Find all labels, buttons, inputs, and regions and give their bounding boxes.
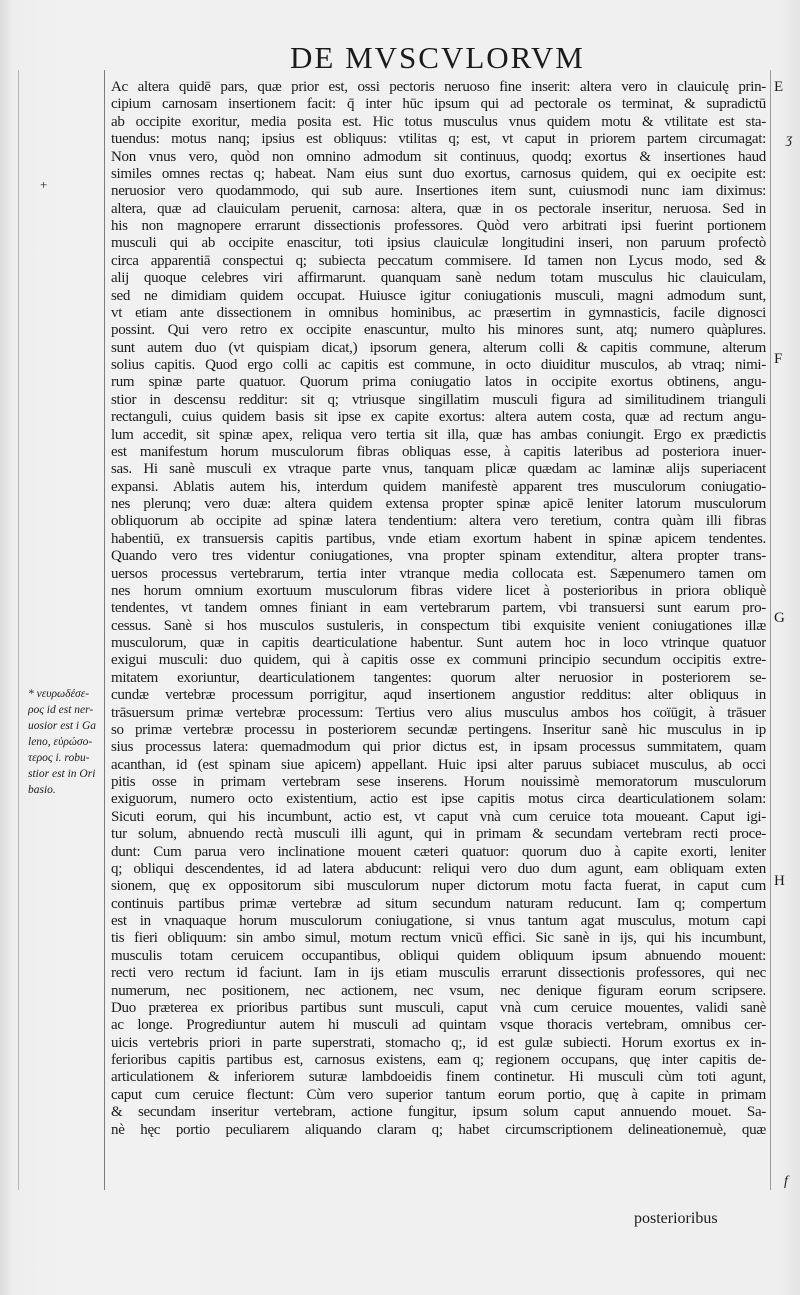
text-line: nes horum omnium exortuum musculorum fibras videre licet à posterioribus in priora obliquè <box>111 582 766 599</box>
text-line: numerum, nec positionem, nec actionem, nec vsum, nec denique figuram eorum scripsere. <box>111 982 766 999</box>
side-letter-g: G <box>774 610 785 626</box>
text-line: sionem, quę ex oppositorum sibi musculorum nuper dictorum motu facta fuerat, in caput cum <box>111 878 766 895</box>
main-text-block <box>111 79 766 1156</box>
text-line: sas. Hi sanè musculi ex vtraque parte vnus, tanquam plicæ quædam ac laminæ alijs superiacent <box>111 461 766 478</box>
text-line <box>111 1139 766 1156</box>
margin-note-line: basio. <box>28 784 56 796</box>
text-line: dunt: Cum parua vero inclinatione mouent cæteri quatuor: quorum duo à capite exorti, leniter <box>111 843 766 860</box>
text-line: alij quoque celebres viri affirmarunt. quanquam sanè nedum totam musculus hic clauiculam, <box>111 270 766 287</box>
text-line: Duo præterea ex prioribus partibus sunt musculi, caput vnà cum ceruice mouentes, validi sanè <box>111 999 766 1016</box>
text-line: his non magnopere errarunt dissectionis professores. Quòd vero arbitrati ipsi fuerint portionem <box>111 218 766 234</box>
text-line: sius processus latera: quemadmodum qui prior dictus est, in ipsam processus summitatem, quam <box>111 739 766 756</box>
text-line: continuis partibus primæ vertebræ ad situm secundum naturam reducunt. Iam q; compertum <box>111 895 766 912</box>
text-line: sed ne dimidiam quidem occupat. Huiusce igitur coniugationis musculi, magni admodum sunt, <box>111 287 766 304</box>
margin-note-line: uosior est i Ga <box>28 720 97 732</box>
text-line: rum spinæ parte quatuor. Quorum prima coniugatio latos in occipite exortus obtinens, angu- <box>111 374 766 391</box>
catchword: posterioribus <box>634 1210 718 1227</box>
text-line: Non vnus vero, quòd non omnino admodum sit continuus, quodq; exortus & insertiones haud <box>111 148 766 165</box>
text-line: cessus. Sanè si hos musculos sustuleris, in conspectum tibi exquisite venient coniugationes illæ <box>111 617 766 634</box>
text-line: solius capitis. Quod ergo colli ac capitis est commune, in octo diuiditur musculos, ab vtraq; nimi- <box>111 357 766 373</box>
margin-cross-mark: + <box>40 177 48 192</box>
margin-note-line: * νευρωδέσε- <box>28 688 90 700</box>
text-line: Sicuti eorum, qui his incumbunt, actio est, vt caput vnà cum ceruice tota moueant. Caput igi- <box>111 808 766 825</box>
margin-note <box>28 686 100 798</box>
text-line: musculorum, quæ in capitis dearticulatione habentur. Sunt autem hoc in loco vtrinque quatuor <box>111 635 766 651</box>
text-line: tuendus: motus nanq; ipsius est obliquus: vtilitas q; est, vt caput in priorem partem circumagat: <box>111 131 766 148</box>
text-line: lum accedit, sit spinæ apex, reliqua vero tertia sit illa, quæ has ambas coniungit. Ergo ex prædictis <box>111 426 766 443</box>
margin-rule <box>18 70 19 1190</box>
text-line: est manifestum horum musculorum fibras obliquas esse, à capitis lateribus ad posteriora inuer- <box>111 443 766 460</box>
text-line: circa apparentiā conspectui q; subiecta peccatum commisere. Id tamen non Lycus modo, sed & <box>111 252 766 269</box>
text-line: cundæ vertebræ processum porrigitur, aqud insertionem angustior redditus: alter obliquus in <box>111 687 766 704</box>
margin-symbol-mark: ʒ <box>786 132 793 147</box>
text-line: mitatem exoriuntur, dearticulationem tangentes: quorum alter neruosior in posteriorem se- <box>111 669 766 686</box>
margin-note-line: leno, εὐρώσο- <box>28 736 93 748</box>
margin-note-line: stior est in Ori <box>28 768 96 780</box>
margin-note-line: τερος i. robu- <box>28 752 90 764</box>
text-line: musculi qui ab occipite enascitur, toti ipsius clauiculæ longitudini inseri, non paruum profectò <box>111 235 766 252</box>
side-letter-h: H <box>774 873 785 889</box>
text-line: obliquorum ab occipite ad spinæ latera tendentium: altera vero teretium, contra quàm illi fibras <box>111 513 766 530</box>
text-line: habentiū, ex transuersis capitis partibus, vnde etiam exortum habent in spinæ apicem tendentes. <box>111 530 766 547</box>
text-line: rectanguli, cuius quidem basis sit ipse ex capite exortus: altera autem costa, quæ ad rectum angu- <box>111 409 766 426</box>
text-line: ab occipite exoritur, media posita est. Hic totus musculus vnus quidem motu & vtilitate est sta- <box>111 113 766 130</box>
text-line: pitis osse in primam vertebram sese inserens. Horum nouissimè memoratorum musculorum <box>111 774 766 790</box>
text-line: tur solum, abnuendo rectà musculi illi agunt, qui in primam & secundam vertebram recti proce- <box>111 826 766 843</box>
text-line: exiguorum, numero octo existentium, actio est ipse capitis motus circa dearticulationem solam: <box>111 791 766 808</box>
text-line: ac longe. Progrediuntur autem hi musculi ad quintam vsque thoracis vertebram, omnibus cer- <box>111 1017 766 1034</box>
text-line: Quando vero tres videntur coniugationes, vna propter spinam extenditur, altera propter trans- <box>111 548 766 565</box>
text-line: trāsuersum primæ vertebræ processum: Tertius vero alius musculus ambos hos coïūgit, à trāsuer <box>111 704 766 721</box>
text-line: expansi. Ablatis autem his, interdum quidem manifestè apparent tres musculorum coniugatio- <box>111 478 766 495</box>
text-line: tendentes, vt tandem omnes finiant in eam vertebrarum partem, vbi transuersi sunt earum pro- <box>111 600 766 617</box>
text-line: possint. Qui vero retro ex occipite enascuntur, multo his minores sunt, atq; numero quàplures. <box>111 322 766 339</box>
text-line: uersos processus vertebrarum, tertia inter vtranque media collocata est. Sæpenumero tamen om <box>111 565 766 582</box>
text-line: stior in descensu redditur: sit q; vtriusque singillatim musculi figura ad similitudinem trianguli <box>111 391 766 408</box>
text-line: q; obliqui descendentes, id ad latera abducunt: reliqui vero duo dum agunt, eam obliquam exten <box>111 860 766 877</box>
text-line: nè hęc portio peculiarem aliquando claram q; habet circumscriptionem delineationemuè, quæ <box>111 1121 766 1138</box>
right-column-rule <box>770 70 771 1190</box>
side-letter-e: E <box>774 79 784 95</box>
text-line: Ac altera quidē pars, quæ prior est, ossi pectoris neruoso fine inserit: altera vero in clauiculę prin- <box>111 79 766 95</box>
text-line: altera, quæ ad clauiculam peruenit, carnosa: altera, quæ in os pectorale inseritur, neruosa. Sed in <box>111 200 766 217</box>
text-line: acanthan, id (est spinam siue apicem) appellant. Huic ipsi alter paruus subiacet musculus, ab occi <box>111 756 766 773</box>
text-line: articulationem & inferiorem suturæ lambdoeidis finem continetur. Hi musculi cùm toti agunt, <box>111 1069 766 1086</box>
text-line: caput cum ceruice flectunt: Cùm vero superior tantum eorum portio, quę à capite in primam <box>111 1086 766 1103</box>
text-line: cipium carnosam insertionem facit: q̄ inter hūc ipsum qui ad pectorale os terminat, & supradictū <box>111 96 766 113</box>
margin-hand-mark: f <box>784 1174 788 1189</box>
left-column-rule <box>104 70 105 1190</box>
text-line: uicis vertebris priori in parte superstrati, stomacho q;, id est gulæ subiecti. Horum exortus ex in- <box>111 1034 766 1051</box>
margin-note-line: ρος id est ner- <box>28 704 94 716</box>
text-line: neruosior vero quodammodo, qui sub aure. Insertiones item sunt, cuiusmodi nunc iam diximus: <box>111 183 766 200</box>
text-line: tis fieri obliquum: sin ambo simul, motum rectum vnicū effici. Sic sanè in ijs, qui his incumbunt, <box>111 930 766 947</box>
text-line: recti vero rectum id faciunt. Iam in ijs etiam musculis errarunt dissectionis professores, qui nec <box>111 965 766 982</box>
running-title: DE MVSCVLORVM <box>290 40 585 75</box>
text-line: & secundam inseritur vertebram, actione fungitur, ipsum solum caput annuendo mouet. Sa- <box>111 1104 766 1121</box>
text-line: so primæ vertebræ processu in posteriorem secundæ pertingens. Inseritur sanè hic musculus in ip <box>111 721 766 738</box>
text-line: ferioribus capitis partibus est, carnosus existens, eam q; regionem occupans, quę inter capitis de- <box>111 1052 766 1068</box>
side-letter-f: F <box>774 351 783 367</box>
text-line: nes plerunq; vero duæ: altera quidem extensa propter spinæ apicē leniter latorum musculorum <box>111 496 766 512</box>
text-line: vt etiam ante dissectionem in omnibus hominibus, ac præsertim in gymnasticis, facile dignosci <box>111 304 766 321</box>
text-line: musculis totam ceruicem occupantibus, obliqui quidem obliquum ipsum abnuendo mouent: <box>111 947 766 964</box>
text-line: exigui musculi: duo quidem, qui à capitis osse ex communi principio secundum occipitis extre- <box>111 652 766 669</box>
text-line: similes omnes rectas q; habeat. Nam eius sunt duo exortus, carnosus quidem, qui ex oecipite est: <box>111 165 766 182</box>
text-line: est in vnaquaque horum musculorum coniugatione, si vnus tantum agat musculus, motum capi <box>111 913 766 929</box>
text-line: sunt autem duo (vt quispiam dicat,) ipsorum genera, alterum colli & capitis commune, alterum <box>111 339 766 356</box>
